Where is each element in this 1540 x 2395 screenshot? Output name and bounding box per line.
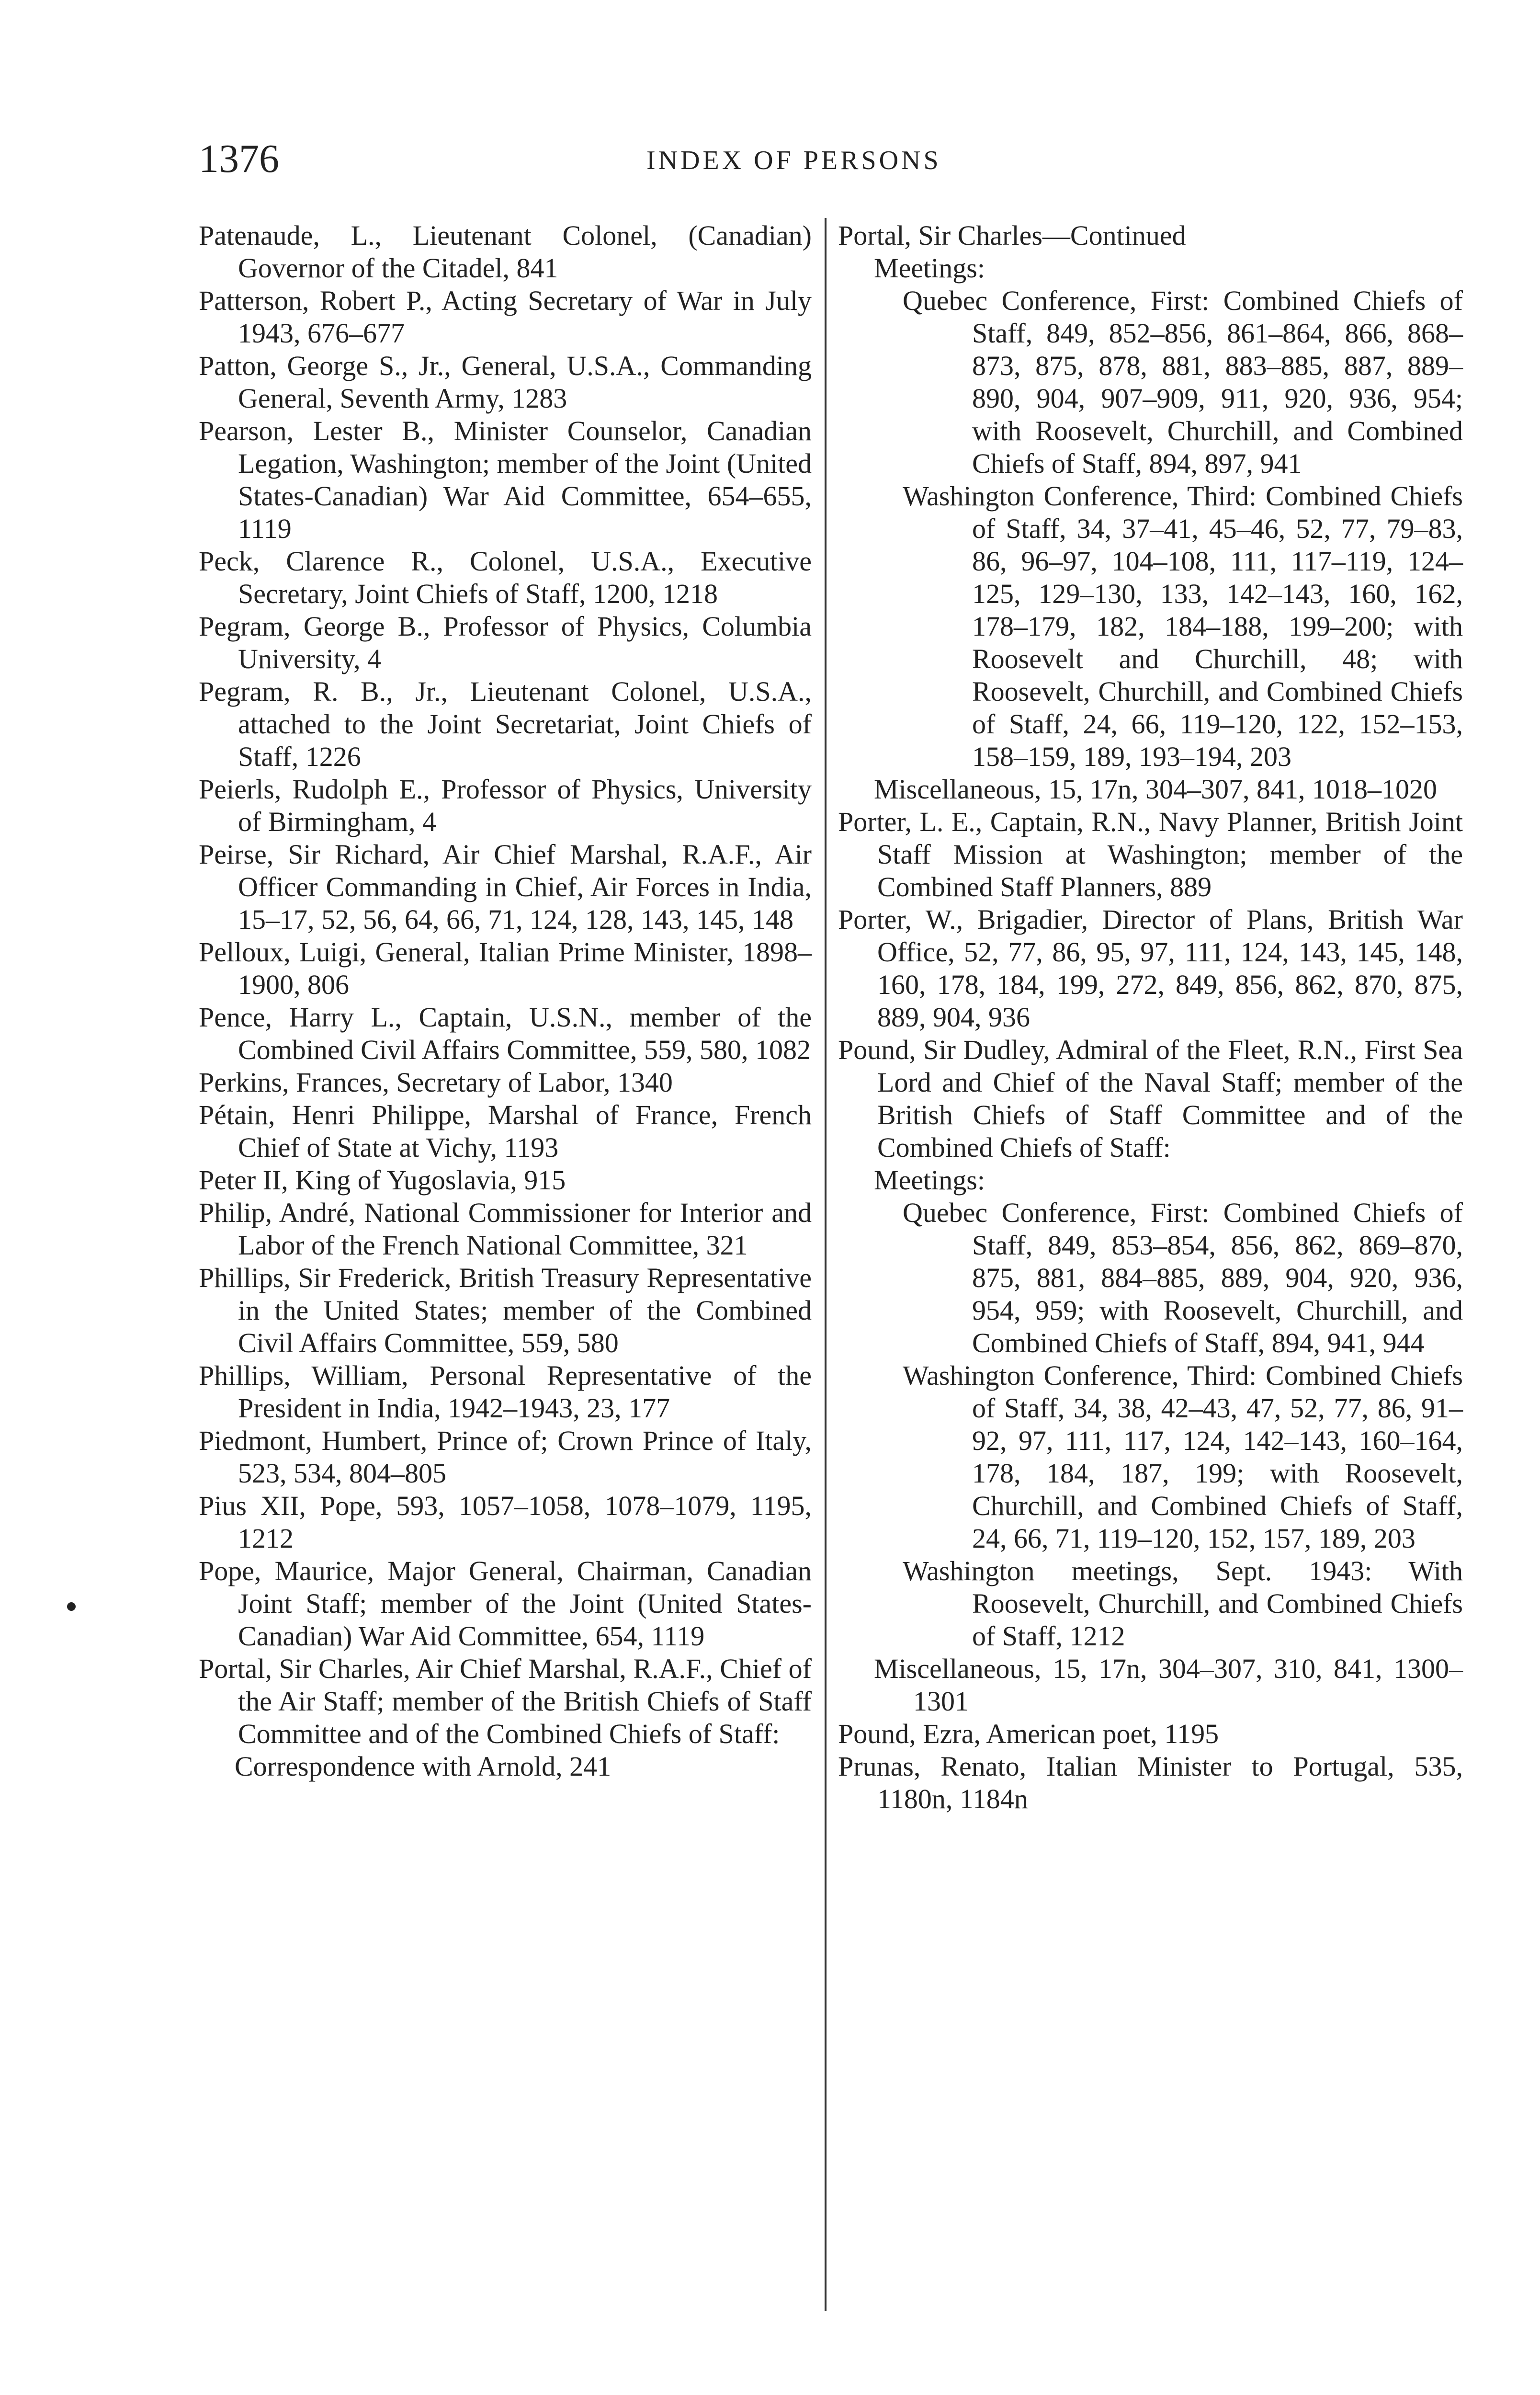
- index-entry: Pelloux, Luigi, General, Italian Prime Minister, 1898–1900, 806: [199, 936, 812, 1000]
- index-entry: Portal, Sir Charles, Air Chief Marshal, R.A.F., Chief of the Air Staff; member of the British Chiefs of Staff Committee and of the Combined Chiefs of Staff:: [199, 1653, 812, 1749]
- index-subentry: Meetings:: [874, 1164, 985, 1196]
- index-entry: Prunas, Renato, Italian Minister to Portugal, 535, 1180n, 1184n: [838, 1751, 1463, 1814]
- page-number: 1376: [199, 137, 279, 181]
- margin-dot: [67, 1602, 76, 1611]
- index-entry: Pence, Harry L., Captain, U.S.N., member of the Combined Civil Affairs Committee, 559, 580, 1082: [199, 1002, 812, 1065]
- index-subentry: Miscellaneous, 15, 17n, 304–307, 841, 1018–1020: [874, 774, 1438, 805]
- index-entry: Pegram, George B., Professor of Physics, Columbia University, 4: [199, 611, 812, 674]
- index-entry: Patterson, Robert P., Acting Secretary of War in July 1943, 676–677: [199, 285, 812, 349]
- index-subentry: Washington Conference, Third: Combined Chiefs of Staff, 34, 38, 42–43, 47, 52, 77, 86, 91–92, 97, 111, 117, 124, 142–143, 160–164, 178, 184, 187, 199; with Roosevelt, Churchill, and Combined Chiefs of Staff, 24, 66, 71, 119–120, 152, 157, 189, 203: [903, 1360, 1463, 1554]
- index-subentry: Washington meetings, Sept. 1943: With Roosevelt, Churchill, and Combined Chiefs of Staff, 1212: [903, 1555, 1463, 1652]
- index-entry: Porter, W., Brigadier, Director of Plans, British War Office, 52, 77, 86, 95, 97, 111, 124, 143, 145, 148, 160, 178, 184, 199, 272, 849, 856, 862, 870, 875, 889, 904, 936: [838, 904, 1463, 1033]
- index-entry: Pegram, R. B., Jr., Lieutenant Colonel, U.S.A., attached to the Joint Secretariat, Joint Chiefs of Staff, 1226: [199, 676, 812, 772]
- index-entry: Peck, Clarence R., Colonel, U.S.A., Executive Secretary, Joint Chiefs of Staff, 1200, 1218: [199, 546, 812, 609]
- index-entry: Portal, Sir Charles—Continued: [838, 220, 1186, 251]
- index-subentry: Miscellaneous, 15, 17n, 304–307, 310, 841, 1300–1301: [874, 1653, 1463, 1717]
- running-title: INDEX OF PERSONS: [646, 146, 941, 175]
- index-entry: Porter, L. E., Captain, R.N., Navy Planner, British Joint Staff Mission at Washington; member of the Combined Staff Planners, 889: [838, 806, 1463, 902]
- left-column: [199, 219, 812, 1783]
- index-entry: Piedmont, Humbert, Prince of; Crown Prince of Italy, 523, 534, 804–805: [199, 1425, 812, 1489]
- right-column: [838, 219, 1463, 1815]
- index-entry: Peierls, Rudolph E., Professor of Physics, University of Birmingham, 4: [199, 774, 812, 837]
- index-entry: Philip, André, National Commissioner for Interior and Labor of the French National Committee, 321: [199, 1197, 812, 1261]
- index-subentry: Washington Conference, Third: Combined Chiefs of Staff, 34, 37–41, 45–46, 52, 77, 79–83, 86, 96–97, 104–108, 111, 117–119, 124–125, 129–130, 133, 142–143, 160, 162, 178–179, 182, 184–188, 199–200; with Roosevelt and Churchill, 48; with Roosevelt, Churchill, and Combined Chiefs of Staff, 24, 66, 119–120, 122, 152–153, 158–159, 189, 193–194, 203: [903, 480, 1463, 772]
- index-entry: Pétain, Henri Philippe, Marshal of France, French Chief of State at Vichy, 1193: [199, 1099, 812, 1163]
- index-subentry: Meetings:: [874, 252, 985, 284]
- index-entry: Phillips, Sir Frederick, British Treasury Representative in the United States; member of the Combined Civil Affairs Committee, 559, 580: [199, 1262, 812, 1358]
- index-entry: Phillips, William, Personal Representative of the President in India, 1942–1943, 23, 177: [199, 1360, 812, 1424]
- index-subentry: Correspondence with Arnold, 241: [235, 1751, 611, 1782]
- index-entry: Peter II, King of Yugoslavia, 915: [199, 1164, 566, 1196]
- index-entry: Perkins, Frances, Secretary of Labor, 1340: [199, 1067, 673, 1098]
- index-entry: Pearson, Lester B., Minister Counselor, Canadian Legation, Washington; member of the Joint (United States-Canadian) War Aid Committee, 654–655, 1119: [199, 415, 812, 544]
- index-entry: Peirse, Sir Richard, Air Chief Marshal, R.A.F., Air Officer Commanding in Chief, Air Forces in India, 15–17, 52, 56, 64, 66, 71, 124, 128, 143, 145, 148: [199, 839, 812, 935]
- index-subentry: Quebec Conference, First: Combined Chiefs of Staff, 849, 853–854, 856, 862, 869–870, 875, 881, 884–885, 889, 904, 920, 936, 954, 959; with Roosevelt, Churchill, and Combined Chiefs of Staff, 894, 941, 944: [903, 1197, 1463, 1358]
- column-rule: [825, 218, 827, 2311]
- index-subentry: Quebec Conference, First: Combined Chiefs of Staff, 849, 852–856, 861–864, 866, 868–873, 875, 878, 881, 883–885, 887, 889–890, 904, 907–909, 911, 920, 936, 954; with Roosevelt, Churchill, and Combined Chiefs of Staff, 894, 897, 941: [903, 285, 1463, 479]
- index-entry: Pius XII, Pope, 593, 1057–1058, 1078–1079, 1195, 1212: [199, 1490, 812, 1554]
- index-entry: Patton, George S., Jr., General, U.S.A., Commanding General, Seventh Army, 1283: [199, 350, 812, 414]
- index-entry: Pound, Ezra, American poet, 1195: [838, 1718, 1219, 1749]
- index-entry: Pound, Sir Dudley, Admiral of the Fleet, R.N., First Sea Lord and Chief of the Naval Staff; member of the British Chiefs of Staff Committee and of the Combined Chiefs of Staff:: [838, 1034, 1463, 1163]
- index-entry: Patenaude, L., Lieutenant Colonel, (Canadian) Governor of the Citadel, 841: [199, 220, 812, 284]
- index-entry: Pope, Maurice, Major General, Chairman, Canadian Joint Staff; member of the Joint (United States-Canadian) War Aid Committee, 654, 1119: [199, 1555, 812, 1652]
